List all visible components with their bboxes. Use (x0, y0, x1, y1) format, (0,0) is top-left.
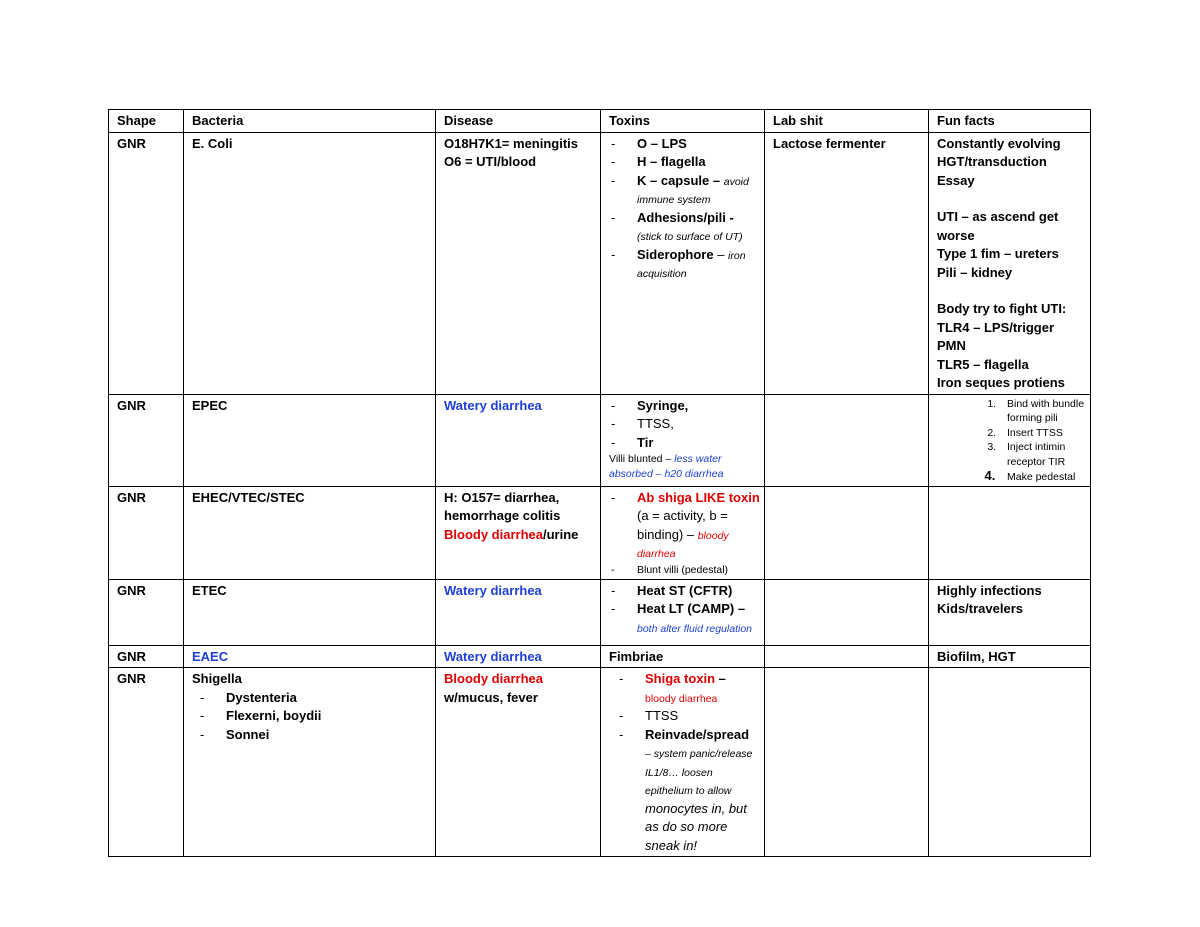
mechanism-steps (937, 397, 1086, 485)
toxin-list (609, 489, 760, 578)
disease-line: Bloody diarrhea/urine (444, 526, 579, 542)
toxin-item: - Heat LT (CAMP) – both alter fluid regulation (609, 600, 760, 637)
species-item: - Dystenteria (192, 689, 431, 708)
cell-shape: GNR (109, 668, 184, 857)
disease-line: Bloody diarrhea (444, 671, 543, 686)
toxin-list (609, 135, 760, 283)
cell-fun-facts (929, 394, 1091, 486)
cell-bacteria: EHEC/VTEC/STEC (184, 486, 436, 579)
step-item: 4. Make pedestal (999, 469, 1086, 485)
toxin-item: - Adhesions/pili - (stick to surface of UT) (609, 209, 760, 246)
species-item: - Sonnei (192, 726, 431, 745)
cell-disease: Watery diarrhea (436, 645, 601, 668)
header-lab: Lab shit (765, 110, 929, 133)
cell-shape: GNR (109, 394, 184, 486)
cell-fun-facts (929, 486, 1091, 579)
cell-toxins (601, 579, 765, 645)
cell-disease: Watery diarrhea (436, 394, 601, 486)
cell-shape: GNR (109, 132, 184, 394)
cell-disease: Watery diarrhea (436, 579, 601, 645)
cell-bacteria: EAEC (184, 645, 436, 668)
cell-bacteria (184, 668, 436, 857)
cell-fun-facts (929, 132, 1091, 394)
header-toxins: Toxins (601, 110, 765, 133)
toxin-item: - TTSS, (609, 415, 760, 434)
toxin-item: - Reinvade/spread – system panic/release IL1/8… loosen epithelium to allow monocytes in, but as do so more sneak in! (617, 726, 760, 856)
toxin-list (609, 582, 760, 638)
cell-shape: GNR (109, 486, 184, 579)
fact-line: Iron seques protiens (937, 375, 1065, 390)
disease-line: O6 = UTI/blood (444, 154, 537, 169)
disease-line: H: O157= diarrhea, (444, 489, 560, 505)
fact-line: HGT/transduction (937, 154, 1047, 169)
toxin-item: - Syringe, (609, 397, 760, 416)
step-item: 1. Bind with bundle forming pili (999, 397, 1086, 426)
fact-line: Type 1 fim – ureters (937, 246, 1059, 261)
disease-line: O18H7K1= meningitis (444, 135, 579, 151)
cell-fun-facts (929, 668, 1091, 857)
cell-toxins (601, 132, 765, 394)
fact-line: Pili – kidney (937, 264, 1013, 280)
toxin-item: - Tir (609, 434, 760, 453)
cell-toxins (601, 486, 765, 579)
toxin-item: - K – capsule – avoid immune system (609, 172, 760, 209)
table-row-shigella (109, 668, 1091, 857)
species-list (192, 689, 431, 745)
fact-line: UTI – as ascend get worse (937, 209, 1059, 243)
header-fun-facts: Fun facts (929, 110, 1091, 133)
fact-line: TLR5 – flagella (937, 356, 1029, 372)
villi-note: Villi blunted – less water absorbed – h20 diarrhea (609, 453, 724, 480)
header-disease: Disease (436, 110, 601, 133)
cell-lab: Lactose fermenter (765, 132, 929, 394)
cell-lab (765, 668, 929, 857)
toxin-item: - Shiga toxin – bloody diarrhea (617, 670, 760, 707)
toxin-item: - Ab shiga LIKE toxin (a = activity, b = binding) – bloody diarrhea (609, 489, 760, 563)
table-row-eaec (109, 645, 1091, 668)
fact-spacer (937, 282, 1086, 300)
table-row-epec (109, 394, 1091, 486)
toxin-list (609, 397, 760, 453)
cell-disease (436, 486, 601, 579)
disease-line: w/mucus, fever (444, 689, 538, 705)
cell-lab (765, 394, 929, 486)
cell-shape: GNR (109, 645, 184, 668)
table-header-row (109, 110, 1091, 133)
bacteria-name: Shigella (192, 671, 242, 686)
cell-lab (765, 645, 929, 668)
cell-disease (436, 668, 601, 857)
toxin-item: - O – LPS (609, 135, 760, 154)
cell-disease (436, 132, 601, 394)
table-row-etec (109, 579, 1091, 645)
cell-toxins (601, 394, 765, 486)
cell-lab (765, 486, 929, 579)
toxin-item: - Siderophore – iron acquisition (609, 246, 760, 283)
fact-line: TLR4 – LPS/trigger PMN (937, 319, 1055, 353)
header-shape: Shape (109, 110, 184, 133)
cell-toxins: Fimbriae (601, 645, 765, 668)
toxin-item: - H – flagella (609, 153, 760, 172)
fact-line: Body try to fight UTI: (937, 301, 1067, 316)
cell-fun-facts (929, 579, 1091, 645)
cell-bacteria: E. Coli (184, 132, 436, 394)
table-row-ecoli (109, 132, 1091, 394)
cell-shape: GNR (109, 579, 184, 645)
cell-fun-facts: Biofilm, HGT (929, 645, 1091, 668)
cell-bacteria: ETEC (184, 579, 436, 645)
step-item: 3. Inject intimin receptor TIR (999, 440, 1086, 469)
toxin-item: - Blunt villi (pedestal) (609, 563, 760, 578)
toxin-item: - Heat ST (CFTR) (609, 582, 760, 601)
step-item: 2. Insert TTSS (999, 426, 1086, 441)
cell-lab (765, 579, 929, 645)
fact-line: Kids/travelers (937, 601, 1023, 616)
cell-toxins (601, 668, 765, 857)
cell-bacteria: EPEC (184, 394, 436, 486)
toxin-list (609, 670, 760, 855)
disease-line: hemorrhage colitis (444, 508, 561, 523)
header-bacteria: Bacteria (184, 110, 436, 133)
bacteria-notes-table (108, 109, 1091, 857)
fact-line: Constantly evolving (937, 135, 1061, 151)
species-item: - Flexerni, boydii (192, 707, 431, 726)
fact-line: Essay (937, 172, 975, 188)
fact-spacer (937, 190, 1086, 208)
toxin-item: - TTSS (617, 707, 760, 726)
fact-line: Highly infections (937, 582, 1042, 598)
table-row-ehec (109, 486, 1091, 579)
